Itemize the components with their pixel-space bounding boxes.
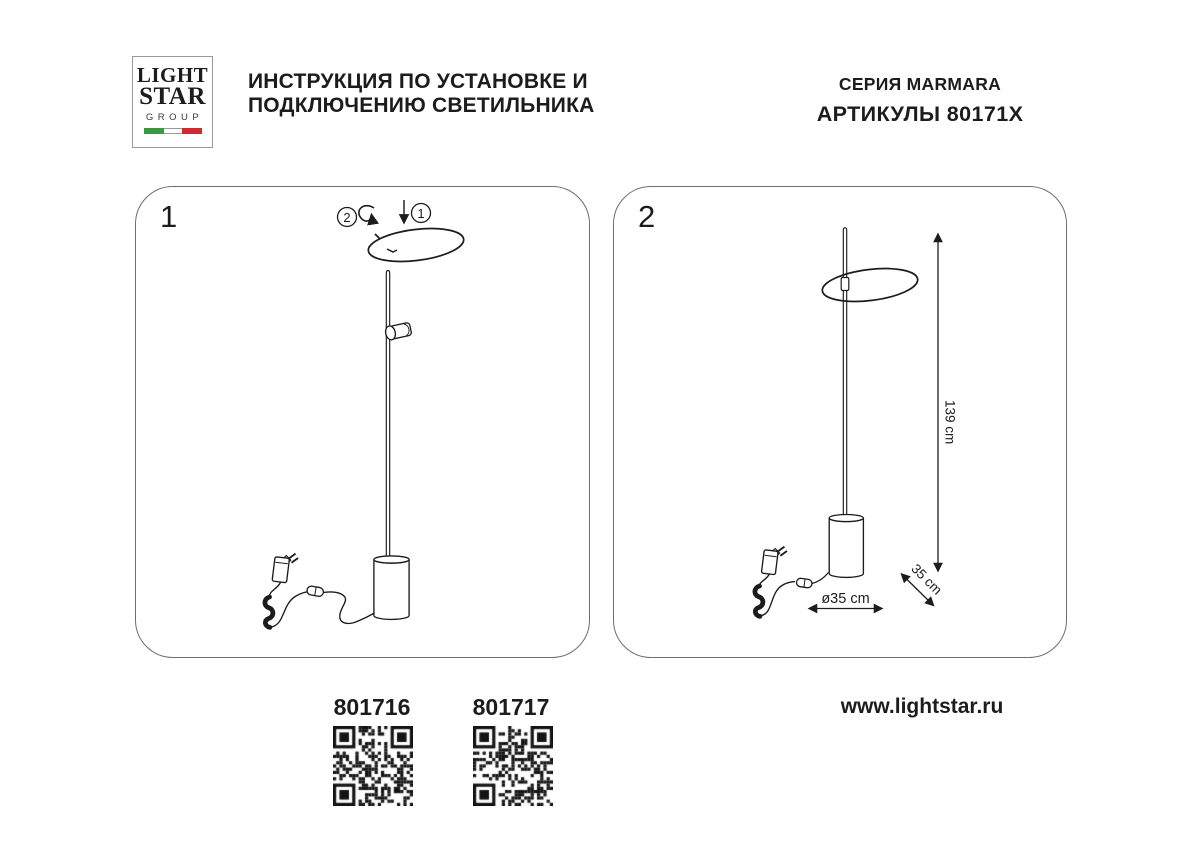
cord-coil xyxy=(265,597,273,627)
plug-prong xyxy=(291,557,298,563)
website-url: www.lightstar.ru xyxy=(840,695,1004,718)
panel-1-number: 1 xyxy=(160,199,178,234)
power-cord xyxy=(269,583,280,597)
depth-dimension-label: 35 cm xyxy=(908,561,945,598)
qr-code-right xyxy=(473,726,553,806)
article-number-left: 801716 xyxy=(333,694,411,720)
plug-prong xyxy=(289,553,296,559)
height-dimension-label: 139 cm xyxy=(942,400,958,445)
qr-code-left xyxy=(333,726,413,806)
power-cord xyxy=(324,592,375,624)
lamp-base xyxy=(374,556,409,620)
power-cord xyxy=(272,591,312,627)
flag-red-segment xyxy=(182,128,202,134)
series-block xyxy=(760,74,1080,127)
article-number-right: 801717 xyxy=(472,694,550,720)
power-adapter xyxy=(761,544,787,576)
lamp-shade xyxy=(366,224,465,266)
page-title xyxy=(248,70,595,117)
power-cord xyxy=(812,573,829,584)
series-name: СЕРИЯ MARMARA xyxy=(838,74,1002,94)
logo-word-star: STAR xyxy=(139,83,206,110)
assembly-diagram xyxy=(136,187,591,659)
plug-prong xyxy=(778,546,785,552)
logo-word-group: GROUP xyxy=(145,112,204,123)
flag-white-segment xyxy=(164,128,182,134)
power-cord xyxy=(762,582,796,616)
power-cord xyxy=(759,574,769,586)
shade-collar xyxy=(841,278,849,291)
step-panel-1 xyxy=(135,186,590,658)
rotate-icon xyxy=(359,206,374,221)
logo-word-light: LIGHT xyxy=(136,63,209,87)
page-title-line1: ИНСТРУКЦИЯ ПО УСТАНОВКЕ И xyxy=(248,70,588,93)
italian-flag-stripe xyxy=(144,128,202,134)
lamp-pole xyxy=(386,271,389,563)
diameter-dimension-label: ø35 cm xyxy=(821,591,870,607)
dimensions-diagram xyxy=(614,187,1068,659)
panel-2-number: 2 xyxy=(638,199,656,234)
svg-text:2: 2 xyxy=(343,209,351,225)
step-panel-2 xyxy=(613,186,1067,658)
flag-green-segment xyxy=(144,128,164,134)
lamp-shade xyxy=(820,264,919,306)
inline-switch xyxy=(306,585,324,597)
page-title-line2: ПОДКЛЮЧЕНИЮ СВЕТИЛЬНИКА xyxy=(248,93,595,117)
lamp-base xyxy=(829,515,863,578)
inline-switch xyxy=(796,578,813,588)
plug-prong xyxy=(780,550,787,556)
article-numbers: АРТИКУЛЫ 80171X xyxy=(816,102,1024,126)
power-adapter xyxy=(272,551,298,584)
cord-coil xyxy=(755,586,763,616)
step-1-marker xyxy=(412,204,431,223)
lightstar-logo xyxy=(132,56,213,148)
step-2-marker xyxy=(338,208,357,227)
svg-text:1: 1 xyxy=(417,205,425,221)
lamp-pole xyxy=(843,228,846,520)
